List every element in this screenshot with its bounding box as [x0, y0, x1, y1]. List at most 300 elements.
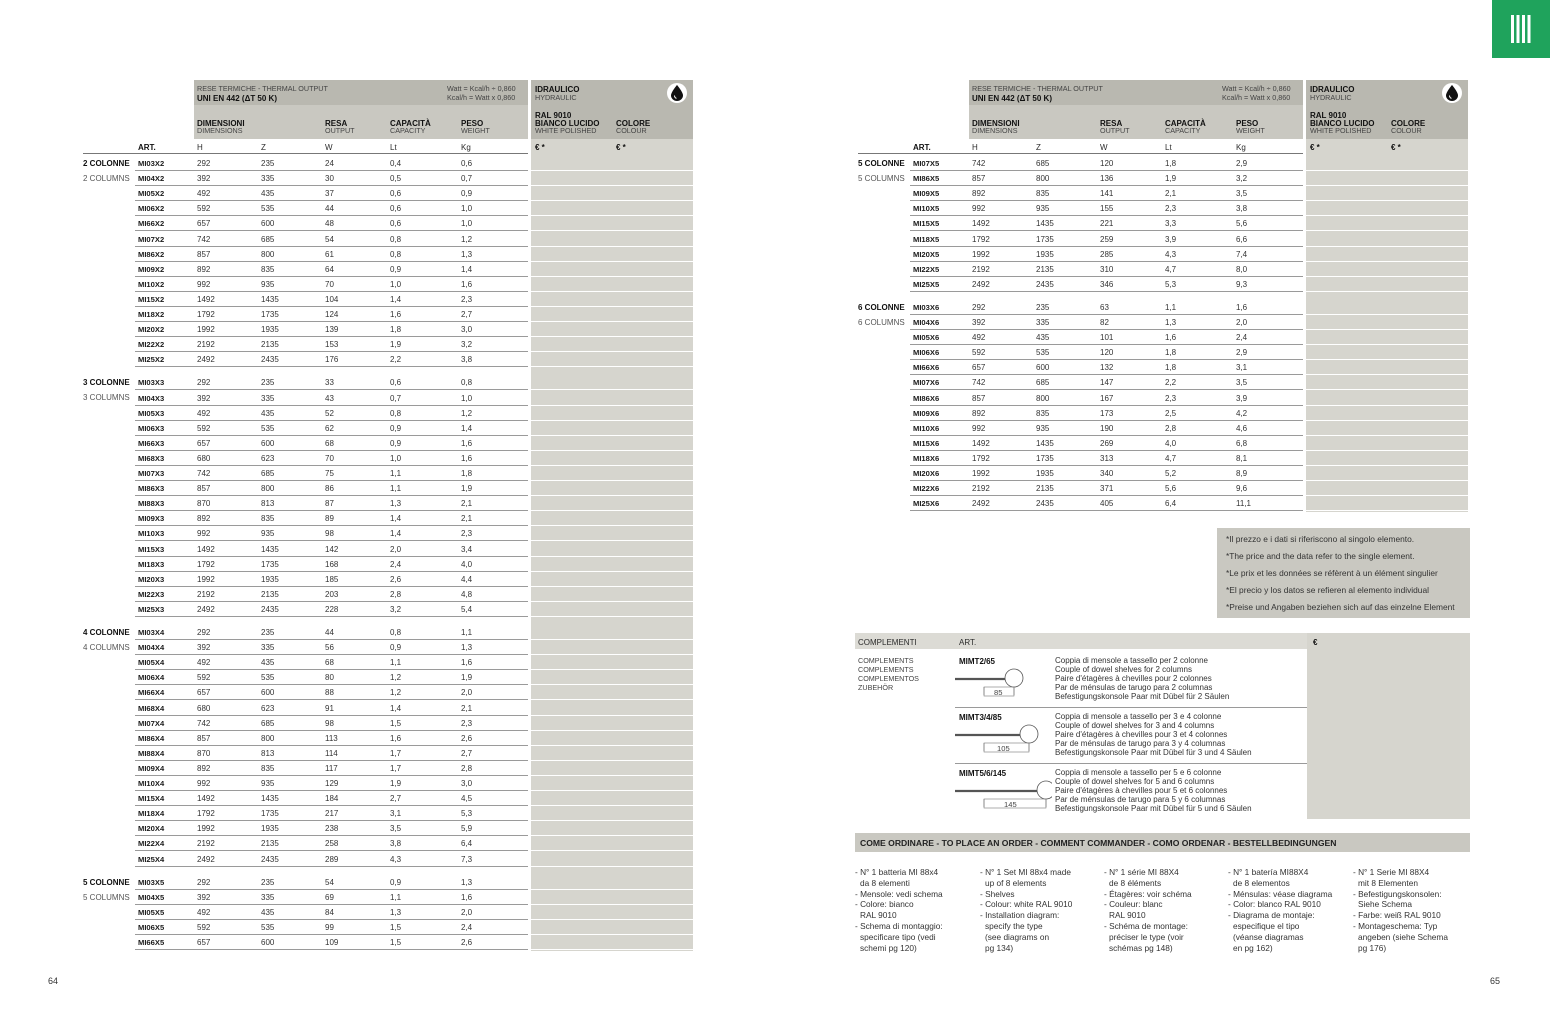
article-code: MI05X3 — [138, 408, 165, 418]
height-h: 2192 — [197, 340, 215, 350]
capacity-lt: 4,3 — [1165, 249, 1177, 259]
price-cell-divider — [531, 495, 693, 496]
output-w: 259 — [1100, 234, 1114, 244]
article-code: MI06X2 — [138, 204, 165, 214]
group-label-it: 4 COLONNE — [83, 628, 130, 637]
complements-art-header: ART. — [959, 638, 977, 647]
dimensions-en: DIMENSIONS — [972, 126, 1018, 135]
thermal-norm: UNI EN 442 (ΔT 50 K) — [972, 94, 1052, 103]
section-tab — [1492, 0, 1550, 58]
height-h: 657 — [197, 438, 211, 448]
weight-kg: 7,3 — [461, 854, 473, 864]
price-cell-divider — [531, 654, 693, 655]
price-cell-divider — [531, 261, 693, 262]
price-cell-divider — [531, 949, 693, 950]
height-h: 1492 — [197, 794, 215, 804]
height-h: 992 — [197, 279, 211, 289]
price-cell-divider — [1306, 435, 1468, 436]
table-row — [910, 246, 1303, 262]
price-cell-divider — [531, 684, 693, 685]
weight-kg: 5,3 — [461, 809, 473, 819]
height-h: 657 — [972, 363, 986, 373]
weight-kg: 5,6 — [1236, 219, 1248, 229]
centre-z: 2435 — [261, 604, 279, 614]
centre-z: 935 — [261, 779, 275, 788]
article-code: MI05X2 — [138, 189, 165, 199]
height-h: 1492 — [972, 438, 990, 448]
article-code: MI07X4 — [138, 718, 165, 728]
output-w: 104 — [325, 294, 339, 304]
centre-z: 435 — [261, 408, 275, 418]
price-cell-divider — [1306, 329, 1468, 330]
price-cell-divider — [531, 510, 693, 511]
output-w: 56 — [325, 643, 334, 653]
capacity-lt: 4,0 — [1165, 438, 1177, 448]
lt-unit: Lt — [390, 143, 397, 152]
weight-kg: 1,0 — [461, 219, 473, 229]
capacity-lt: 1,6 — [1165, 333, 1177, 343]
order-line: - N° 1 batería MI88X4 — [1228, 867, 1309, 877]
height-h: 1792 — [197, 809, 215, 819]
output-w: 99 — [325, 922, 334, 932]
centre-z: 1735 — [1036, 453, 1054, 463]
centre-z: 685 — [261, 234, 275, 244]
output-w: 168 — [325, 559, 339, 569]
column-group-label — [83, 628, 130, 652]
table-row — [135, 450, 528, 466]
price-cell-divider — [1306, 465, 1468, 466]
height-h: 592 — [197, 204, 211, 214]
article-code: MI15X3 — [138, 544, 165, 554]
weight-kg: 1,0 — [461, 204, 473, 214]
weight-kg: 5,4 — [461, 604, 473, 614]
height-h: 992 — [972, 204, 986, 214]
group-label-it: 6 COLONNE — [858, 302, 905, 312]
article-code: MI86X2 — [138, 249, 165, 259]
note-line: *The price and the data refer to the single element. — [1226, 551, 1415, 561]
height-h: 492 — [197, 658, 211, 668]
capacity-it: CAPACITÀ — [1165, 119, 1206, 128]
colour-en: COLOUR — [1391, 126, 1422, 135]
z-unit: Z — [261, 143, 266, 152]
centre-z: 600 — [261, 688, 275, 698]
height-h: 1992 — [972, 469, 990, 478]
table-row — [135, 336, 528, 352]
centre-z: 800 — [1036, 393, 1050, 403]
article-code: MI04X4 — [138, 643, 165, 653]
article-code: MI09X3 — [138, 514, 165, 524]
weight-kg: 3,2 — [461, 340, 473, 350]
table-row — [135, 639, 528, 655]
capacity-lt: 3,3 — [1165, 219, 1177, 229]
height-h: 857 — [197, 733, 211, 743]
article-code: MI86X4 — [138, 733, 165, 743]
price-cell-divider — [531, 420, 693, 421]
article-code: MI06X5 — [138, 922, 165, 932]
capacity-lt: 1,4 — [390, 703, 402, 713]
price-cell-divider — [1306, 389, 1468, 390]
output-it: RESA — [325, 119, 348, 128]
article-code: MI25X2 — [138, 355, 165, 365]
table-row — [910, 329, 1303, 345]
output-w: 124 — [325, 310, 339, 319]
article-code: MI07X2 — [138, 234, 165, 244]
output-w: 24 — [325, 159, 334, 168]
weight-kg: 2,0 — [461, 688, 473, 698]
output-w: 98 — [325, 529, 334, 539]
article-code: MI68X4 — [138, 703, 165, 713]
price-cell-divider — [531, 586, 693, 587]
weight-kg: 2,8 — [461, 763, 473, 773]
price-cell-divider — [531, 276, 693, 277]
height-h: 2192 — [972, 264, 990, 274]
centre-z: 600 — [261, 219, 275, 229]
table-row — [910, 465, 1303, 481]
centre-z: 1735 — [261, 559, 279, 569]
article-code: MI66X6 — [913, 363, 940, 373]
weight-kg: 1,2 — [461, 408, 473, 418]
height-h: 892 — [197, 264, 211, 274]
article-code: MI22X6 — [913, 484, 940, 494]
order-instructions — [855, 867, 943, 953]
height-h: 292 — [197, 378, 211, 388]
bracket-length: 105 — [997, 744, 1010, 753]
table-row — [135, 390, 528, 406]
column-group-label — [858, 303, 905, 327]
complement-description: Befestigungskonsole Paar mit Dübel für 3 und 4 Säulen — [1055, 748, 1252, 757]
price-cell-divider — [531, 200, 693, 201]
article-code: MI04X2 — [138, 174, 165, 184]
capacity-lt: 3,5 — [390, 824, 402, 834]
centre-z: 2135 — [261, 839, 279, 849]
price-cell-divider — [1306, 359, 1468, 360]
art-header: ART. — [138, 143, 156, 152]
article-code: MI25X6 — [913, 499, 940, 509]
weight-kg: 3,8 — [1236, 204, 1248, 214]
height-h: 1492 — [197, 294, 215, 304]
weight-kg: 3,8 — [461, 355, 473, 365]
centre-z: 685 — [261, 718, 275, 728]
group-label-it: 5 COLONNE — [858, 159, 905, 168]
article-code: MI04X5 — [138, 892, 165, 902]
centre-z: 600 — [261, 938, 275, 947]
weight-kg: 1,4 — [461, 423, 473, 433]
centre-z: 335 — [1036, 318, 1050, 327]
complement-code: MIMT3/4/85 — [959, 713, 1002, 722]
height-h: 992 — [197, 779, 211, 788]
centre-z: 535 — [1036, 348, 1050, 358]
article-code: MI06X4 — [138, 673, 165, 683]
page-number-left: 64 — [48, 976, 59, 986]
hydraulic-title: IDRAULICO — [1310, 85, 1355, 94]
price-cell-divider — [531, 639, 693, 640]
capacity-lt: 1,2 — [390, 673, 402, 683]
capacity-lt: 0,6 — [390, 219, 402, 229]
price-white-header: € * — [1310, 143, 1320, 152]
output-w: 82 — [1100, 318, 1109, 327]
weight-kg: 2,6 — [461, 733, 473, 743]
article-code: MI88X4 — [138, 748, 165, 758]
height-h: 1492 — [972, 219, 990, 229]
complement-description: Paire d'étagères à chevilles pour 5 et 6 colonnes — [1055, 786, 1228, 795]
capacity-lt: 1,1 — [390, 658, 402, 668]
height-h: 2492 — [972, 279, 990, 289]
capacity-lt: 2,6 — [390, 574, 402, 584]
article-code: MI66X5 — [138, 938, 165, 947]
height-h: 657 — [197, 938, 211, 947]
centre-z: 2135 — [1036, 264, 1054, 274]
order-line: (see diagrams on — [985, 931, 1050, 942]
water-drop-icon — [1445, 85, 1459, 101]
weight-kg: 11,1 — [1236, 499, 1251, 509]
centre-z: 335 — [261, 174, 275, 184]
output-w: 221 — [1100, 219, 1114, 229]
price-cell-divider — [531, 450, 693, 451]
price-cell-divider — [531, 866, 693, 867]
lt-unit: Lt — [1165, 143, 1172, 152]
price-cell-divider — [531, 389, 693, 390]
centre-z: 235 — [261, 877, 275, 887]
table-row — [910, 314, 1303, 330]
output-w: 70 — [325, 279, 334, 289]
output-w: 88 — [325, 688, 334, 698]
article-code: MI20X6 — [913, 469, 940, 478]
height-h: 857 — [972, 393, 986, 403]
capacity-lt: 1,6 — [390, 733, 402, 743]
centre-z: 1935 — [261, 325, 279, 335]
table-row — [135, 835, 528, 851]
centre-z: 835 — [1036, 408, 1050, 418]
w-unit: W — [325, 143, 333, 152]
centre-z: 335 — [261, 892, 275, 902]
order-line: - Diagrama de montaje: — [1228, 910, 1315, 921]
table-row — [135, 586, 528, 602]
table-row — [910, 405, 1303, 421]
output-w: 61 — [325, 249, 334, 259]
table-row — [135, 745, 528, 761]
order-line: RAL 9010 — [860, 910, 897, 921]
height-h: 992 — [972, 423, 986, 433]
table-row — [135, 851, 528, 867]
table-row — [135, 465, 528, 481]
complement-code: MIMT2/65 — [959, 657, 996, 666]
centre-z: 685 — [1036, 378, 1050, 388]
weight-kg: 4,2 — [1236, 408, 1248, 418]
radiator-icon — [1511, 15, 1531, 43]
weight-kg: 4,8 — [461, 589, 473, 599]
capacity-lt: 0,5 — [390, 174, 402, 184]
order-title: COME ORDINARE - TO PLACE AN ORDER - COMMENT COMMANDER - COMO ORDENAR - BESTELLBEDINGUNGEN — [860, 838, 1337, 848]
output-w: 176 — [325, 355, 339, 365]
output-w: 184 — [325, 794, 339, 804]
capacity-lt: 0,8 — [390, 628, 402, 637]
output-w: 340 — [1100, 469, 1114, 478]
height-h: 742 — [197, 234, 211, 244]
centre-z: 2435 — [1036, 279, 1054, 289]
complements-price-header: € — [1313, 638, 1318, 647]
output-w: 153 — [325, 340, 339, 350]
output-w: 346 — [1100, 279, 1114, 289]
output-w: 120 — [1100, 159, 1114, 168]
group-label-en: 5 COLUMNS — [858, 174, 905, 183]
price-cell-divider — [1306, 230, 1468, 231]
article-code: MI22X5 — [913, 264, 940, 274]
price-cell-divider — [531, 170, 693, 171]
price-cell-divider — [1306, 510, 1468, 511]
colour-it: COLORE — [616, 119, 651, 128]
price-cell-divider — [531, 540, 693, 541]
price-cell-divider — [531, 790, 693, 791]
dimensions-it: DIMENSIONI — [972, 119, 1020, 128]
price-cell-divider — [531, 556, 693, 557]
bracket-length: 145 — [1004, 800, 1017, 809]
price-colour-header: € * — [1391, 143, 1401, 152]
price-cell-divider — [531, 889, 693, 890]
weight-kg: 5,9 — [461, 824, 473, 834]
output-w: 91 — [325, 703, 334, 713]
table-row — [135, 919, 528, 935]
article-code: MI05X5 — [138, 907, 165, 917]
complement-description: Paire d'étagères à chevilles pour 2 colonnes — [1055, 674, 1212, 683]
output-w: 48 — [325, 219, 334, 229]
weight-en: WEIGHT — [1236, 126, 1265, 135]
group-label-en: 6 COLUMNS — [858, 317, 905, 327]
output-w: 117 — [325, 763, 338, 773]
price-cell-divider — [531, 291, 693, 292]
price-cell-divider — [531, 699, 693, 700]
capacity-lt: 5,2 — [1165, 469, 1177, 478]
centre-z: 623 — [261, 703, 275, 713]
capacity-lt: 1,5 — [390, 938, 402, 947]
weight-kg: 4,5 — [461, 794, 473, 804]
centre-z: 835 — [261, 514, 275, 524]
table-row — [910, 359, 1303, 375]
centre-z: 535 — [261, 423, 275, 433]
centre-z: 535 — [261, 673, 275, 683]
capacity-lt: 1,5 — [390, 922, 402, 932]
article-code: MI25X4 — [138, 854, 165, 864]
table-row — [910, 374, 1303, 390]
order-line: (véanse diagramas — [1233, 931, 1304, 942]
capacity-lt: 1,3 — [390, 499, 402, 509]
height-h: 1792 — [972, 453, 990, 463]
table-row — [135, 684, 528, 700]
price-cell-divider — [531, 230, 693, 231]
weight-kg: 2,9 — [1236, 348, 1248, 358]
capacity-lt: 0,9 — [390, 877, 402, 887]
centre-z: 235 — [261, 628, 275, 637]
order-line: - Colour: white RAL 9010 — [980, 899, 1073, 910]
complement-description: Couple of dowel shelves for 3 and 4 columns — [1055, 721, 1215, 730]
complements-name-en: COMPLEMENTS — [858, 656, 914, 665]
table-row — [135, 700, 528, 716]
height-h: 1992 — [197, 574, 215, 584]
weight-kg: 8,0 — [1236, 264, 1248, 274]
note-line: *Preise und Angaben beziehen sich auf das einzelne Element — [1226, 602, 1455, 612]
capacity-lt: 0,8 — [390, 408, 402, 418]
table-row — [135, 276, 528, 292]
article-code: MI09X2 — [138, 264, 165, 274]
article-code: MI03X6 — [913, 302, 940, 312]
price-cell-divider — [1306, 344, 1468, 345]
capacity-en: CAPACITY — [390, 126, 426, 135]
group-label-it: 5 COLONNE — [83, 877, 130, 887]
capacity-lt: 2,7 — [390, 794, 402, 804]
centre-z: 685 — [261, 469, 275, 478]
output-w: 44 — [325, 204, 334, 214]
table-row — [135, 601, 528, 617]
capacity-lt: 1,3 — [390, 907, 402, 917]
capacity-lt: 2,4 — [390, 559, 402, 569]
price-cell-divider — [1306, 291, 1468, 292]
price-cell-divider — [1306, 276, 1468, 277]
article-code: MI15X2 — [138, 294, 165, 304]
article-code: MI10X3 — [138, 529, 165, 539]
capacity-lt: 1,1 — [390, 484, 402, 494]
weight-kg: 3,0 — [461, 779, 473, 788]
units-divider — [83, 153, 528, 154]
price-cell-divider — [1306, 215, 1468, 216]
article-code: MI10X5 — [913, 204, 940, 214]
centre-z: 435 — [261, 907, 275, 917]
table-row — [135, 669, 528, 685]
centre-z: 435 — [1036, 333, 1050, 343]
table-row — [135, 261, 528, 277]
capacity-it: CAPACITÀ — [390, 119, 431, 128]
table-row — [135, 904, 528, 920]
order-line: - Schema di montaggio: — [855, 920, 943, 931]
weight-it: PESO — [1236, 119, 1259, 128]
weight-kg: 6,8 — [1236, 438, 1248, 448]
table-row — [135, 556, 528, 572]
centre-z: 235 — [1036, 302, 1050, 312]
table-row — [910, 170, 1303, 186]
order-line: - Colore: bianco — [855, 899, 914, 910]
table-row — [135, 790, 528, 806]
capacity-lt: 1,3 — [1165, 318, 1177, 327]
output-w: 371 — [1100, 484, 1114, 494]
price-cell-divider — [1306, 420, 1468, 421]
capacity-lt: 1,8 — [1165, 159, 1177, 168]
price-cell-divider — [1306, 314, 1468, 315]
article-code: MI20X2 — [138, 325, 165, 335]
kcal-formula: Kcal/h = Watt x 0,860 — [447, 93, 516, 102]
weight-kg: 1,6 — [461, 279, 473, 289]
centre-z: 835 — [261, 763, 275, 773]
complement-description: Par de ménsulas de tarugo para 5 y 6 columnas — [1055, 795, 1226, 804]
output-w: 132 — [1100, 363, 1114, 373]
order-line: mit 8 Elementen — [1358, 877, 1418, 888]
order-line: de 8 elementos — [1233, 877, 1290, 888]
hydraulic-badge — [1442, 83, 1462, 103]
order-line: - N° 1 Serie MI 88X4 — [1353, 867, 1430, 877]
finish-it: BIANCO LUCIDO — [535, 119, 600, 128]
output-w: 80 — [325, 673, 334, 683]
capacity-lt: 1,1 — [1165, 302, 1177, 312]
article-code: MI88X3 — [138, 499, 165, 509]
capacity-lt: 0,7 — [390, 393, 402, 403]
height-h: 492 — [197, 189, 211, 199]
capacity-lt: 2,8 — [1165, 423, 1177, 433]
complement-description: Coppia di mensole a tassello per 3 e 4 colonne — [1055, 712, 1222, 721]
output-w: 98 — [325, 718, 334, 728]
column-group-label — [83, 378, 130, 402]
centre-z: 600 — [1036, 363, 1050, 373]
output-w: 167 — [1100, 393, 1114, 403]
table-row — [910, 261, 1303, 277]
capacity-lt: 3,2 — [390, 604, 402, 614]
capacity-lt: 1,5 — [390, 718, 402, 728]
